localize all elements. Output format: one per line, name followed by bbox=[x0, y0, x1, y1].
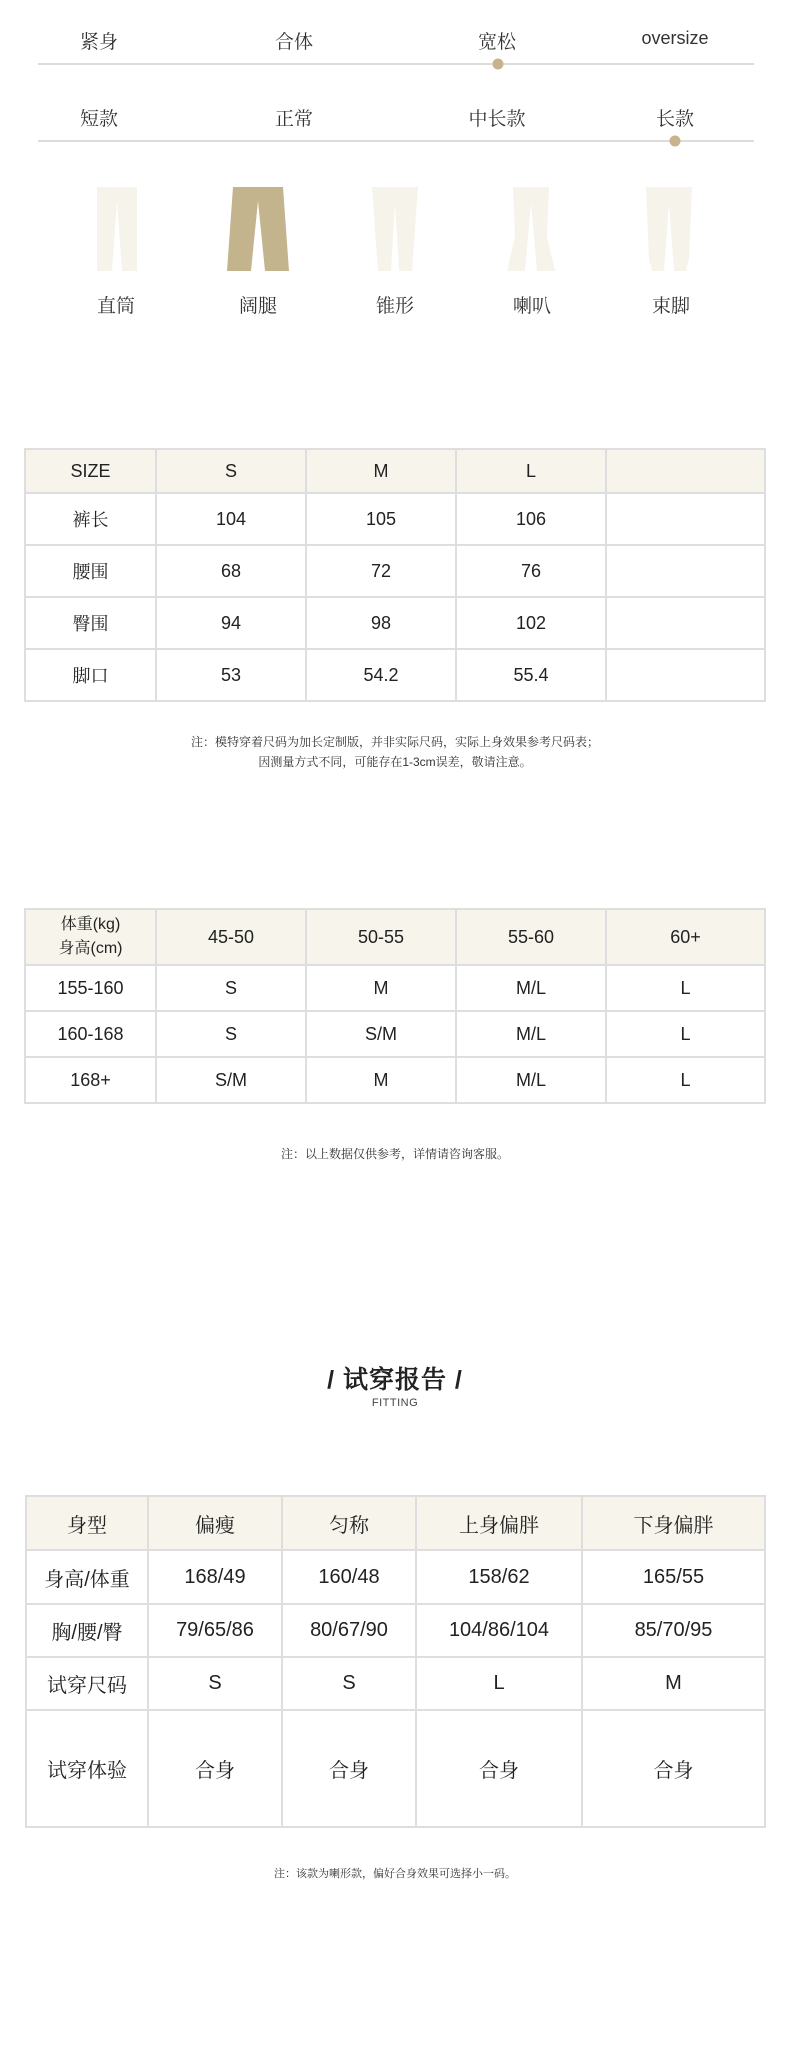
table-cell: M/L bbox=[456, 965, 606, 1011]
size-header-cell: S bbox=[156, 449, 306, 493]
table-cell: 54.2 bbox=[306, 649, 456, 701]
table-cell-empty bbox=[606, 493, 765, 545]
length-scale-line bbox=[38, 140, 754, 142]
weight-header-cell: 45-50 bbox=[156, 909, 306, 965]
table-cell: 合身 bbox=[282, 1710, 416, 1827]
size-header-cell: SIZE bbox=[25, 449, 156, 493]
corner-cell bbox=[25, 909, 156, 965]
table-cell: 168/49 bbox=[148, 1550, 282, 1604]
table-row bbox=[25, 1057, 765, 1103]
table-cell: 68 bbox=[156, 545, 306, 597]
row-label: 试穿尺码 bbox=[26, 1657, 148, 1710]
fit-scale-line bbox=[38, 63, 754, 65]
table-cell: 79/65/86 bbox=[148, 1604, 282, 1657]
height-axis-label: 身高(cm) bbox=[58, 940, 123, 957]
weight-header-cell: 60+ bbox=[606, 909, 765, 965]
weight-axis-label: 体重(kg) bbox=[60, 916, 121, 933]
row-label: 裤长 bbox=[25, 493, 156, 545]
table-cell: S bbox=[156, 1011, 306, 1057]
row-label: 155-160 bbox=[25, 965, 156, 1011]
flare-pants-icon bbox=[507, 187, 555, 271]
length-label-normal: 正常 bbox=[274, 109, 314, 130]
table-cell: M/L bbox=[456, 1057, 606, 1103]
fitting-note: 注：该款为喇形款，偏好合身效果可选择小一码。 bbox=[274, 1868, 516, 1880]
fitting-subtitle: FITTING bbox=[371, 1397, 419, 1409]
fitting-header-cell: 上身偏胖 bbox=[416, 1496, 582, 1550]
row-label: 胸/腰/臀 bbox=[26, 1604, 148, 1657]
table-cell: 102 bbox=[456, 597, 606, 649]
fitting-table-header bbox=[26, 1496, 765, 1550]
table-cell: 合身 bbox=[582, 1710, 765, 1827]
table-row bbox=[25, 493, 765, 545]
length-label-mid: 中长款 bbox=[468, 109, 526, 130]
table-cell: 72 bbox=[306, 545, 456, 597]
table-cell-empty bbox=[606, 649, 765, 701]
table-cell: L bbox=[606, 1057, 765, 1103]
table-cell: M bbox=[582, 1657, 765, 1710]
table-cell: 94 bbox=[156, 597, 306, 649]
table-row bbox=[25, 545, 765, 597]
row-label: 160-168 bbox=[25, 1011, 156, 1057]
pant-label-wide: 阔腿 bbox=[238, 296, 278, 317]
table-cell: 53 bbox=[156, 649, 306, 701]
pant-label-straight: 直筒 bbox=[96, 296, 136, 317]
table-cell: 55.4 bbox=[456, 649, 606, 701]
fit-label-loose: 宽松 bbox=[477, 32, 517, 53]
weight-header-cell: 50-55 bbox=[306, 909, 456, 965]
table-row bbox=[25, 1011, 765, 1057]
fit-scale-marker bbox=[493, 59, 504, 70]
fit-label-tight: 紧身 bbox=[79, 32, 119, 53]
table-row bbox=[26, 1550, 765, 1604]
table-cell: L bbox=[606, 1011, 765, 1057]
table-cell: 165/55 bbox=[582, 1550, 765, 1604]
size-header-cell-empty bbox=[606, 449, 765, 493]
fit-label-regular: 合体 bbox=[274, 32, 314, 53]
recommend-table-note: 注：以上数据仅供参考，详情请咨询客服。 bbox=[280, 1147, 509, 1161]
fitting-header-cell: 下身偏胖 bbox=[582, 1496, 765, 1550]
table-row bbox=[25, 649, 765, 701]
size-recommendation-table bbox=[24, 908, 766, 1104]
table-row bbox=[26, 1657, 765, 1710]
size-table bbox=[24, 448, 766, 702]
row-label: 腰围 bbox=[25, 545, 156, 597]
row-label: 臀围 bbox=[25, 597, 156, 649]
table-cell: 98 bbox=[306, 597, 456, 649]
fitting-table bbox=[25, 1495, 766, 1828]
table-cell: M bbox=[306, 965, 456, 1011]
table-cell: S/M bbox=[306, 1011, 456, 1057]
row-label: 168+ bbox=[25, 1057, 156, 1103]
size-header-cell: L bbox=[456, 449, 606, 493]
table-cell: S/M bbox=[156, 1057, 306, 1103]
table-cell: 104 bbox=[156, 493, 306, 545]
row-label: 试穿体验 bbox=[26, 1710, 148, 1827]
size-note-line-2: 因测量方式不同，可能存在1-3cm误差，敬请注意。 bbox=[258, 755, 532, 769]
pant-label-flare: 喇叭 bbox=[512, 296, 552, 317]
size-note-line-1: 注：模特穿着尺码为加长定制版，并非实际尺码，实际上身效果参考尺码表； bbox=[190, 735, 599, 749]
table-cell: S bbox=[282, 1657, 416, 1710]
table-row bbox=[25, 965, 765, 1011]
table-cell: S bbox=[156, 965, 306, 1011]
table-cell: S bbox=[148, 1657, 282, 1710]
table-cell-empty bbox=[606, 597, 765, 649]
straight-pants-icon bbox=[95, 187, 139, 271]
table-cell: 76 bbox=[456, 545, 606, 597]
size-table-header bbox=[25, 449, 765, 493]
row-label: 身高/体重 bbox=[26, 1550, 148, 1604]
fitting-header-cell: 偏瘦 bbox=[148, 1496, 282, 1550]
weight-header-cell: 55-60 bbox=[456, 909, 606, 965]
table-cell: 106 bbox=[456, 493, 606, 545]
fitting-header-cell: 身型 bbox=[26, 1496, 148, 1550]
tapered-pants-icon bbox=[372, 187, 418, 271]
table-cell-empty bbox=[606, 545, 765, 597]
table-cell: 160/48 bbox=[282, 1550, 416, 1604]
fit-label-oversize: oversize bbox=[641, 28, 709, 48]
row-label: 脚口 bbox=[25, 649, 156, 701]
table-cell: 105 bbox=[306, 493, 456, 545]
pant-label-jogger: 束脚 bbox=[651, 296, 691, 317]
table-cell: M bbox=[306, 1057, 456, 1103]
fitting-title: / 试穿报告 / bbox=[327, 1366, 463, 1394]
recommend-table-header bbox=[25, 909, 765, 965]
table-cell: 104/86/104 bbox=[416, 1604, 582, 1657]
table-cell: 合身 bbox=[148, 1710, 282, 1827]
table-row bbox=[26, 1604, 765, 1657]
table-cell: L bbox=[416, 1657, 582, 1710]
pant-label-tapered: 锥形 bbox=[375, 296, 415, 317]
table-row bbox=[26, 1710, 765, 1827]
wide-leg-pants-icon bbox=[227, 187, 289, 271]
jogger-pants-icon bbox=[646, 187, 692, 271]
table-cell: 85/70/95 bbox=[582, 1604, 765, 1657]
length-label-long: 长款 bbox=[655, 109, 695, 130]
size-header-cell: M bbox=[306, 449, 456, 493]
table-cell: 合身 bbox=[416, 1710, 582, 1827]
table-cell: 80/67/90 bbox=[282, 1604, 416, 1657]
table-cell: M/L bbox=[456, 1011, 606, 1057]
table-row bbox=[25, 597, 765, 649]
length-scale-marker bbox=[670, 136, 681, 147]
size-table-note bbox=[0, 732, 790, 772]
fitting-header-cell: 匀称 bbox=[282, 1496, 416, 1550]
table-cell: 158/62 bbox=[416, 1550, 582, 1604]
length-label-short: 短款 bbox=[79, 109, 119, 130]
table-cell: L bbox=[606, 965, 765, 1011]
